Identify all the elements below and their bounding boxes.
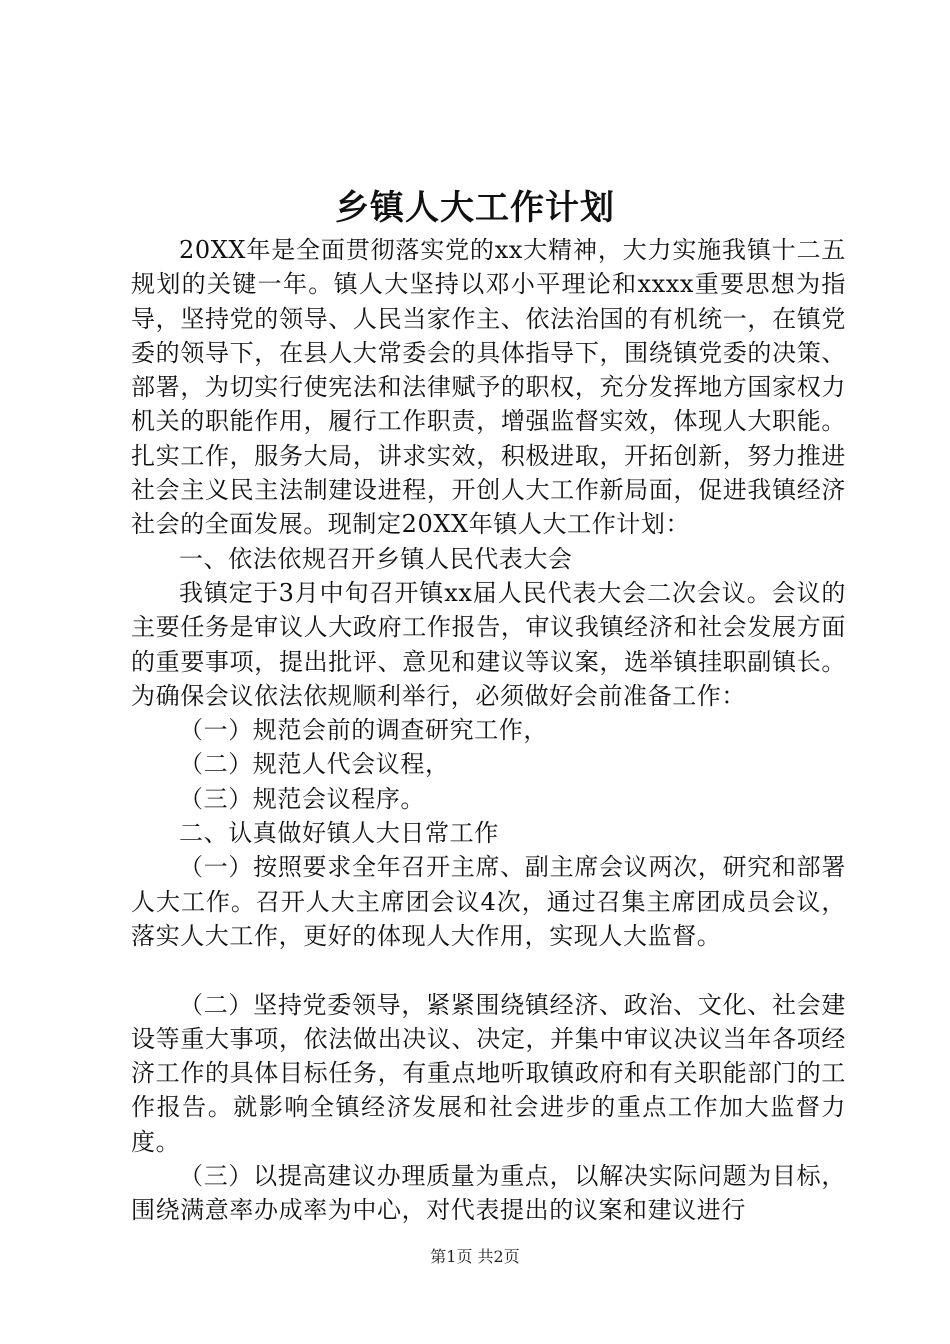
paragraph-spacer (131, 953, 846, 987)
section-2-item-2: （二）坚持党委领导，紧紧围绕镇经济、政治、文化、社会建设等重大事项，依法做出决议、决定，并集中审议决议当年各项经济工作的具体目标任务，有重点地听取镇政府和有关职能部门的工作报告。就影响全镇经济发展和社会进步的重点工作加大监督力度。 (131, 990, 846, 1156)
document-body (131, 233, 846, 1228)
section-heading-1: 一、依法依规召开乡镇人民代表大会 (179, 544, 573, 573)
section-1-item-3: （三）规范会议程序。 (179, 784, 425, 813)
section-1-item-2: （二）规范人代会议程， (179, 750, 450, 779)
page-footer: 第1页 共2页 (430, 1247, 520, 1266)
section-1-paragraph: 我镇定于3月中旬召开镇xx届人民代表大会二次会议。会议的主要任务是审议人大政府工作报告，审议我镇经济和社会发展方面的重要事项，提出批评、意见和建议等议案，选举镇挂职副镇长。为确保会议依法依规顺利举行，必须做好会前准备工作： (131, 578, 846, 710)
section-2-item-1: （一）按照要求全年召开主席、副主席会议两次，研究和部署人大工作。召开人大主席团会议4次，通过召集主席团成员会议，落实人大工作，更好的体现人大作用，实现人大监督。 (131, 853, 846, 950)
intro-paragraph: 20XX年是全面贯彻落实党的xx大精神，大力实施我镇十二五规划的关键一年。镇人大坚持以邓小平理论和xxxx重要思想为指导，坚持党的领导、人民当家作主、依法治国的有机统一，在镇党委的领导下，在县人大常委会的具体指导下，围绕镇党委的决策、部署，为切实行使宪法和法律赋予的职权，充分发挥地方国家权力机关的职能作用，履行工作职责，增强监督实效，体现人大职能。扎实工作，服务大局，讲求实效，积极进取，开拓创新，努力推进社会主义民主法制建设进程，开创人大工作新局面，促进我镇经济社会的全面发展。现制定20XX年镇人大工作计划： (131, 236, 846, 539)
section-heading-2: 二、认真做好镇人大日常工作 (179, 819, 499, 848)
section-1-item-1: （一）规范会前的调查研究工作， (179, 716, 548, 745)
document-title: 乡镇人大工作计划 (335, 188, 615, 228)
section-2-item-3: （三）以提高建议办理质量为重点，以解决实际问题为目标，围绕满意率办成率为中心，对代表提出的议案和建议进行 (131, 1162, 846, 1225)
